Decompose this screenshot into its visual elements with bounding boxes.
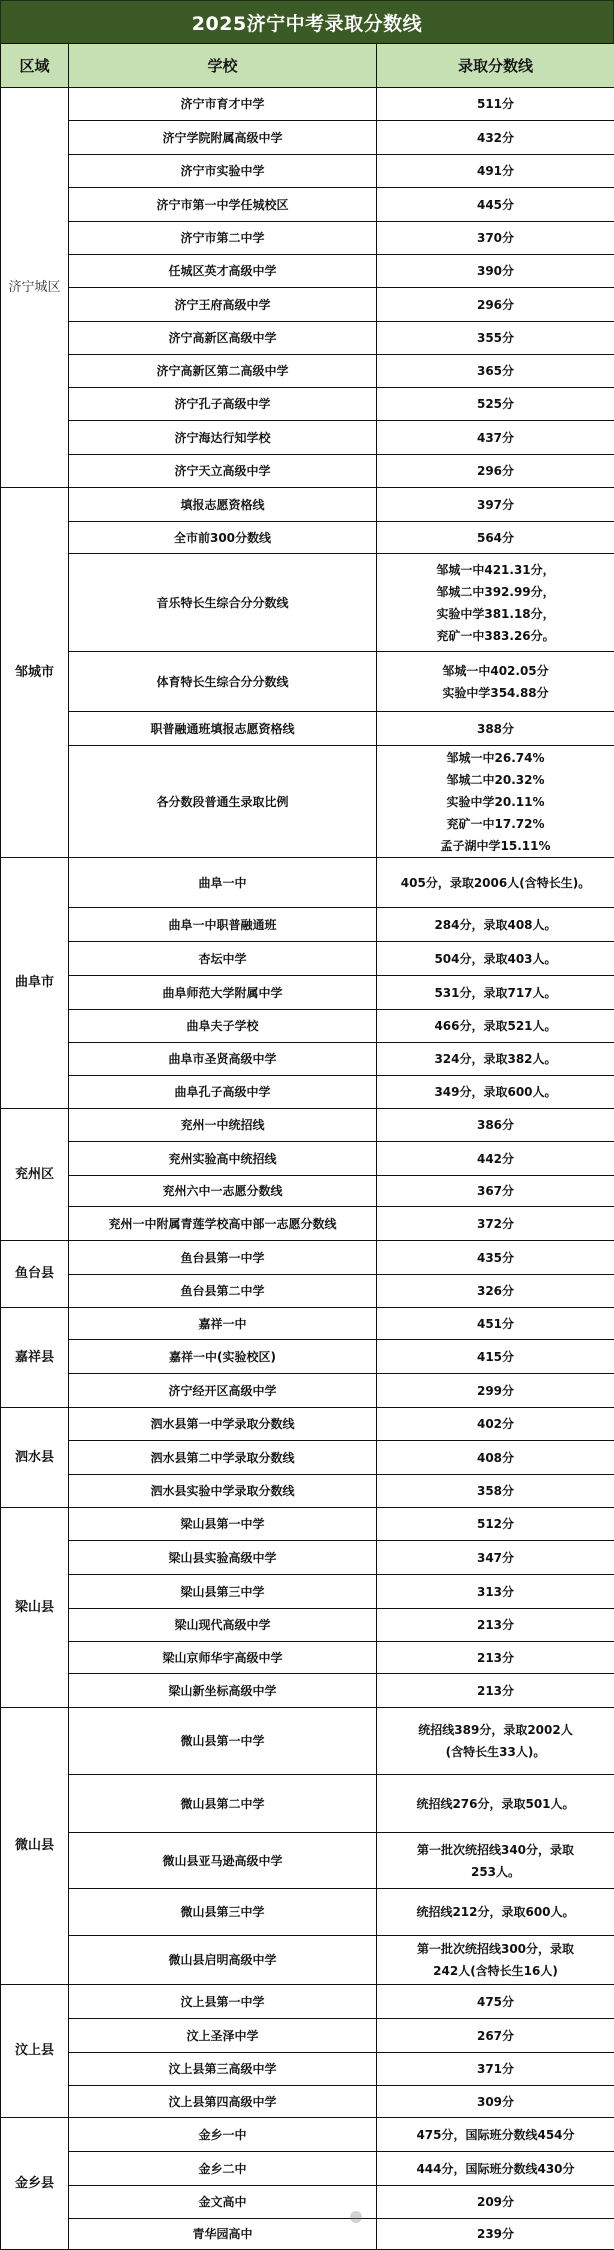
school-cell: 金文高中 — [69, 2186, 377, 2219]
score-line: 388分 — [381, 718, 610, 740]
region-cell: 曲阜市 — [1, 858, 69, 1109]
score-cell — [377, 554, 614, 652]
school-cell: 全市前300分数线 — [69, 522, 377, 554]
score-line: 504分，录取403人。 — [381, 948, 610, 970]
score-line: 239分 — [381, 2223, 610, 2245]
table-row — [1, 1176, 614, 1207]
school-cell: 梁山新坐标高级中学 — [69, 1674, 377, 1708]
table-row — [1, 712, 614, 746]
score-line: 313分 — [381, 1581, 610, 1603]
score-cell — [377, 712, 614, 746]
score-line: 408分 — [381, 1447, 610, 1469]
score-cell — [377, 1076, 614, 1109]
table-row — [1, 2152, 614, 2186]
score-line: 324分，录取382人。 — [381, 1048, 610, 1070]
score-cell — [377, 288, 614, 322]
school-cell: 鱼台县第一中学 — [69, 1241, 377, 1275]
score-cell — [377, 388, 614, 421]
table-row — [1, 2086, 614, 2118]
school-cell: 泗水县实验中学录取分数线 — [69, 1475, 377, 1508]
table-row — [1, 1043, 614, 1076]
score-cell — [377, 1889, 614, 1936]
score-line: 405分，录取2006人(含特长生)。 — [381, 872, 610, 894]
table-row — [1, 222, 614, 255]
score-cell — [377, 942, 614, 976]
school-cell: 济宁天立高级中学 — [69, 455, 377, 488]
school-cell: 微山县第二中学 — [69, 1775, 377, 1833]
header-school: 学校 — [69, 44, 377, 88]
table-row — [1, 1609, 614, 1642]
region-cell: 兖州区 — [1, 1109, 69, 1241]
score-line: 475分，国际班分数线454分 — [381, 2124, 610, 2146]
region-cell: 微山县 — [1, 1708, 69, 1985]
table-row — [1, 388, 614, 421]
table-row — [1, 1076, 614, 1109]
school-cell: 泗水县第一中学录取分数线 — [69, 1408, 377, 1441]
table-row — [1, 322, 614, 355]
table-row — [1, 255, 614, 288]
score-cell — [377, 1985, 614, 2019]
school-cell: 济宁学院附属高级中学 — [69, 121, 377, 155]
score-line: 284分，录取408人。 — [381, 914, 610, 936]
school-cell: 汶上县第一中学 — [69, 1985, 377, 2019]
table-row — [1, 88, 614, 121]
score-cell — [377, 1775, 614, 1833]
table-row — [1, 1109, 614, 1142]
table-row — [1, 421, 614, 455]
school-cell: 济宁市第二中学 — [69, 222, 377, 255]
region-cell: 金乡县 — [1, 2118, 69, 2250]
score-line: 371分 — [381, 2058, 610, 2080]
score-line: 397分 — [381, 494, 610, 516]
score-cell — [377, 322, 614, 355]
score-line: 邹城一中402.05分 — [381, 660, 610, 682]
table-row — [1, 2053, 614, 2086]
score-cell — [377, 222, 614, 255]
score-cell — [377, 1010, 614, 1043]
table-row — [1, 1541, 614, 1575]
page-title: 2025济宁中考录取分数线 — [0, 0, 614, 43]
score-cell — [377, 1275, 614, 1308]
school-cell: 体育特长生综合分分数线 — [69, 652, 377, 712]
school-cell: 济宁高新区第二高级中学 — [69, 355, 377, 388]
table-row — [1, 858, 614, 908]
table-row — [1, 746, 614, 858]
score-cell — [377, 2053, 614, 2086]
score-line: 213分 — [381, 1614, 610, 1636]
score-line: 444分，国际班分数线430分 — [381, 2158, 610, 2180]
table-row — [1, 2219, 614, 2250]
table-row — [1, 188, 614, 222]
score-line: 267分 — [381, 2025, 610, 2047]
table-row — [1, 554, 614, 652]
school-cell: 填报志愿资格线 — [69, 488, 377, 522]
table-row — [1, 1575, 614, 1609]
table-row — [1, 1142, 614, 1176]
score-cell — [377, 1308, 614, 1340]
school-cell: 济宁高新区高级中学 — [69, 322, 377, 355]
score-cell — [377, 1541, 614, 1575]
school-cell: 曲阜师范大学附属中学 — [69, 976, 377, 1010]
table-row — [1, 1475, 614, 1508]
table-row — [1, 1642, 614, 1674]
header-region: 区域 — [1, 44, 69, 88]
score-line: 451分 — [381, 1313, 610, 1335]
score-line: 386分 — [381, 1114, 610, 1136]
score-line: 209分 — [381, 2191, 610, 2213]
score-line: 466分，录取521人。 — [381, 1015, 610, 1037]
table-row — [1, 1936, 614, 1985]
score-cell — [377, 188, 614, 222]
table-row — [1, 1775, 614, 1833]
admission-score-table — [0, 43, 614, 2250]
score-cell — [377, 2186, 614, 2219]
school-cell: 济宁市第一中学任城校区 — [69, 188, 377, 222]
score-cell — [377, 488, 614, 522]
score-line: 531分，录取717人。 — [381, 982, 610, 1004]
school-cell: 嘉祥一中(实验校区) — [69, 1340, 377, 1374]
region-cell: 泗水县 — [1, 1408, 69, 1508]
score-cell — [377, 908, 614, 942]
school-cell: 汶上县第三高级中学 — [69, 2053, 377, 2086]
score-line: 296分 — [381, 460, 610, 482]
score-line: 358分 — [381, 1480, 610, 1502]
table-row — [1, 942, 614, 976]
school-cell: 音乐特长生综合分分数线 — [69, 554, 377, 652]
table-row — [1, 1833, 614, 1889]
school-cell: 汶上圣泽中学 — [69, 2019, 377, 2053]
score-cell — [377, 1441, 614, 1475]
score-line: 孟子湖中学15.11% — [381, 835, 610, 857]
score-line: 564分 — [381, 527, 610, 549]
score-line: 299分 — [381, 1380, 610, 1402]
score-line: 415分 — [381, 1346, 610, 1368]
table-row — [1, 2019, 614, 2053]
school-cell: 梁山县第三中学 — [69, 1575, 377, 1609]
score-line: 统招线389分，录取2002人 — [381, 1719, 610, 1741]
score-cell — [377, 1575, 614, 1609]
table-row — [1, 1340, 614, 1374]
score-line: 402分 — [381, 1413, 610, 1435]
score-cell — [377, 2118, 614, 2152]
region-cell: 鱼台县 — [1, 1241, 69, 1308]
school-cell: 曲阜一中职普融通班 — [69, 908, 377, 942]
school-cell: 金乡二中 — [69, 2152, 377, 2186]
table-row — [1, 355, 614, 388]
score-line: 第一批次统招线340分，录取 — [381, 1839, 610, 1861]
score-cell — [377, 2152, 614, 2186]
score-cell — [377, 155, 614, 188]
school-cell: 职普融通班填报志愿资格线 — [69, 712, 377, 746]
table-row — [1, 1708, 614, 1775]
score-cell — [377, 421, 614, 455]
score-line: 邹城二中20.32% — [381, 769, 610, 791]
school-cell: 嘉祥一中 — [69, 1308, 377, 1340]
score-cell — [377, 522, 614, 554]
school-cell: 济宁经开区高级中学 — [69, 1374, 377, 1408]
region-cell: 嘉祥县 — [1, 1308, 69, 1408]
school-cell: 济宁王府高级中学 — [69, 288, 377, 322]
table-row — [1, 1508, 614, 1541]
score-cell — [377, 1176, 614, 1207]
table-row — [1, 1408, 614, 1441]
score-line: 390分 — [381, 260, 610, 282]
school-cell: 梁山京师华宇高级中学 — [69, 1642, 377, 1674]
table-row — [1, 652, 614, 712]
score-line: 445分 — [381, 194, 610, 216]
score-cell — [377, 121, 614, 155]
school-cell: 曲阜夫子学校 — [69, 1010, 377, 1043]
table-row — [1, 1010, 614, 1043]
score-line: 213分 — [381, 1680, 610, 1702]
school-cell: 鱼台县第二中学 — [69, 1275, 377, 1308]
score-line: 365分 — [381, 360, 610, 382]
table-row — [1, 1308, 614, 1340]
table-row — [1, 1674, 614, 1708]
score-line: 347分 — [381, 1547, 610, 1569]
region-cell: 梁山县 — [1, 1508, 69, 1708]
school-cell: 济宁市实验中学 — [69, 155, 377, 188]
score-cell — [377, 455, 614, 488]
score-cell — [377, 1609, 614, 1642]
score-line: 432分 — [381, 127, 610, 149]
score-cell — [377, 255, 614, 288]
school-cell: 梁山县第一中学 — [69, 1508, 377, 1541]
score-cell — [377, 1408, 614, 1441]
score-cell — [377, 1508, 614, 1541]
score-line: 491分 — [381, 160, 610, 182]
score-line: 435分 — [381, 1247, 610, 1269]
header-score: 录取分数线 — [377, 44, 614, 88]
score-line: 253人。 — [381, 1861, 610, 1883]
table-row — [1, 1374, 614, 1408]
school-cell: 曲阜一中 — [69, 858, 377, 908]
school-cell: 曲阜市圣贤高级中学 — [69, 1043, 377, 1076]
table-row — [1, 1441, 614, 1475]
score-cell — [377, 355, 614, 388]
school-cell: 微山县启明高级中学 — [69, 1936, 377, 1985]
score-line: 实验中学20.11% — [381, 791, 610, 813]
region-cell: 济宁城区 — [1, 88, 69, 488]
school-cell: 青华园高中 — [69, 2219, 377, 2250]
score-line: 邹城二中392.99分， — [381, 581, 610, 603]
score-cell — [377, 1043, 614, 1076]
school-cell: 兖州实验高中统招线 — [69, 1142, 377, 1176]
score-cell — [377, 1241, 614, 1275]
score-cell — [377, 1642, 614, 1674]
score-line: 367分 — [381, 1180, 610, 1202]
table-row — [1, 121, 614, 155]
score-cell — [377, 1708, 614, 1775]
score-line: 442分 — [381, 1148, 610, 1170]
score-cell — [377, 1340, 614, 1374]
score-line: 统招线276分，录取501人。 — [381, 1793, 610, 1815]
table-row — [1, 1889, 614, 1936]
school-cell: 杏坛中学 — [69, 942, 377, 976]
score-line: 实验中学381.18分， — [381, 603, 610, 625]
table-row — [1, 1241, 614, 1275]
score-cell — [377, 2086, 614, 2118]
score-line: 326分 — [381, 1280, 610, 1302]
school-cell: 微山县第三中学 — [69, 1889, 377, 1936]
table-row — [1, 155, 614, 188]
score-line: 第一批次统招线300分，录取 — [381, 1938, 610, 1960]
score-line: 437分 — [381, 427, 610, 449]
score-line: 370分 — [381, 227, 610, 249]
table-row — [1, 1275, 614, 1308]
region-cell: 邹城市 — [1, 488, 69, 858]
score-line: 512分 — [381, 1513, 610, 1535]
school-cell: 金乡一中 — [69, 2118, 377, 2152]
table-row — [1, 1985, 614, 2019]
score-cell — [377, 1833, 614, 1889]
score-line: 兖矿一中17.72% — [381, 813, 610, 835]
score-line: 525分 — [381, 393, 610, 415]
score-line: (含特长生33人)。 — [381, 1741, 610, 1763]
school-cell: 济宁海达行知学校 — [69, 421, 377, 455]
table-row — [1, 2186, 614, 2219]
school-cell: 汶上县第四高级中学 — [69, 2086, 377, 2118]
table-row — [1, 2118, 614, 2152]
score-cell — [377, 1936, 614, 1985]
score-cell — [377, 2219, 614, 2250]
score-cell — [377, 1475, 614, 1508]
score-line: 355分 — [381, 327, 610, 349]
school-cell: 各分数段普通生录取比例 — [69, 746, 377, 858]
score-line: 511分 — [381, 93, 610, 115]
table-row — [1, 976, 614, 1010]
school-cell: 泗水县第二中学录取分数线 — [69, 1441, 377, 1475]
school-cell: 济宁孔子高级中学 — [69, 388, 377, 421]
score-line: 实验中学354.88分 — [381, 682, 610, 704]
score-cell — [377, 1142, 614, 1176]
score-cell — [377, 858, 614, 908]
school-cell: 兖州一中附属青莲学校高中部一志愿分数线 — [69, 1207, 377, 1241]
score-cell — [377, 88, 614, 121]
school-cell: 任城区英才高级中学 — [69, 255, 377, 288]
score-cell — [377, 1374, 614, 1408]
score-line: 242人(含特长生16人) — [381, 1960, 610, 1982]
school-cell: 梁山现代高级中学 — [69, 1609, 377, 1642]
score-line: 349分，录取600人。 — [381, 1081, 610, 1103]
score-line: 邹城一中26.74% — [381, 747, 610, 769]
table-row — [1, 1207, 614, 1241]
score-cell — [377, 746, 614, 858]
table-row — [1, 288, 614, 322]
score-cell — [377, 2019, 614, 2053]
score-cell — [377, 652, 614, 712]
score-line: 372分 — [381, 1213, 610, 1235]
table-row — [1, 488, 614, 522]
score-cell — [377, 1674, 614, 1708]
school-cell: 微山县第一中学 — [69, 1708, 377, 1775]
table-body — [1, 88, 614, 2250]
score-line: 213分 — [381, 1647, 610, 1669]
school-cell: 梁山县实验高级中学 — [69, 1541, 377, 1575]
score-line: 统招线212分，录取600人。 — [381, 1901, 610, 1923]
school-cell: 兖州六中一志愿分数线 — [69, 1176, 377, 1207]
score-line: 296分 — [381, 294, 610, 316]
table-row — [1, 455, 614, 488]
score-line: 邹城一中421.31分， — [381, 559, 610, 581]
score-cell — [377, 1207, 614, 1241]
score-line: 兖矿一中383.26分。 — [381, 625, 610, 647]
school-cell: 济宁市育才中学 — [69, 88, 377, 121]
school-cell: 曲阜孔子高级中学 — [69, 1076, 377, 1109]
score-cell — [377, 976, 614, 1010]
score-line: 309分 — [381, 2091, 610, 2113]
score-cell — [377, 1109, 614, 1142]
region-cell: 汶上县 — [1, 1985, 69, 2118]
table-row — [1, 908, 614, 942]
school-cell: 兖州一中统招线 — [69, 1109, 377, 1142]
table-row — [1, 522, 614, 554]
school-cell: 微山县亚马逊高级中学 — [69, 1833, 377, 1889]
score-line: 475分 — [381, 1991, 610, 2013]
table-header-row — [1, 44, 614, 88]
